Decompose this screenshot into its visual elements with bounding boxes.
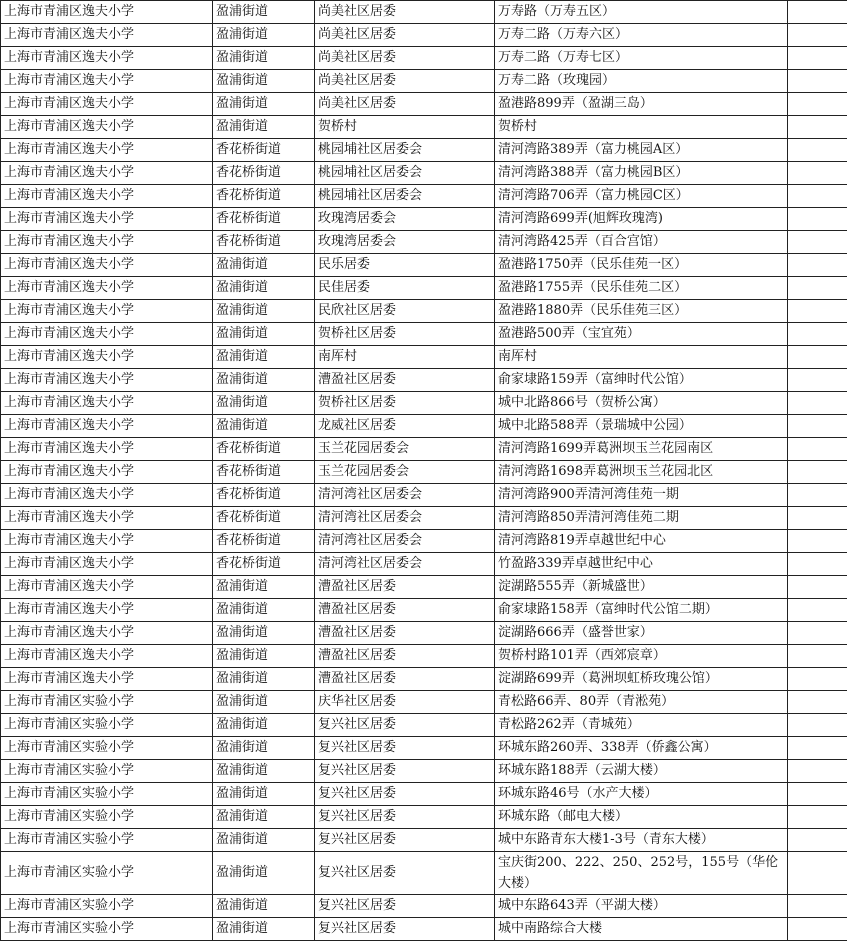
address-cell: 环城东路188弄（云湖大楼） — [495, 760, 788, 783]
committee-cell: 尚美社区居委 — [315, 47, 495, 70]
address-cell: 盈港路1755弄（民乐佳苑二区） — [495, 277, 788, 300]
school-cell: 上海市青浦区逸夫小学 — [1, 369, 213, 392]
street-cell: 盈浦街道 — [213, 645, 315, 668]
address-cell: 俞家埭路159弄（富绅时代公馆） — [495, 369, 788, 392]
table-row — [1, 852, 847, 895]
school-cell: 上海市青浦区逸夫小学 — [1, 185, 213, 208]
school-cell: 上海市青浦区逸夫小学 — [1, 231, 213, 254]
remark-cell — [788, 346, 847, 369]
school-cell: 上海市青浦区逸夫小学 — [1, 254, 213, 277]
committee-cell: 漕盈社区居委 — [315, 576, 495, 599]
address-cell: 淀湖路666弄（盛誉世家） — [495, 622, 788, 645]
table-row — [1, 714, 847, 737]
address-cell: 万寿二路（万寿六区） — [495, 24, 788, 47]
school-cell: 上海市青浦区逸夫小学 — [1, 47, 213, 70]
table-row — [1, 553, 847, 576]
street-cell: 盈浦街道 — [213, 829, 315, 852]
street-cell: 香花桥街道 — [213, 484, 315, 507]
table-row — [1, 668, 847, 691]
table-row — [1, 576, 847, 599]
table-row — [1, 139, 847, 162]
address-cell: 环城东路260弄、338弄（侨鑫公寓） — [495, 737, 788, 760]
address-cell: 盈港路899弄（盈湖三岛） — [495, 93, 788, 116]
street-cell: 盈浦街道 — [213, 300, 315, 323]
address-cell: 青松路262弄（青城苑） — [495, 714, 788, 737]
address-cell: 清河湾路388弄（富力桃园B区） — [495, 162, 788, 185]
table-row — [1, 783, 847, 806]
street-cell: 盈浦街道 — [213, 918, 315, 941]
remark-cell — [788, 622, 847, 645]
committee-cell: 民佳居委 — [315, 277, 495, 300]
remark-cell — [788, 806, 847, 829]
remark-cell — [788, 300, 847, 323]
address-cell: 青松路66弄、80弄（青淞苑） — [495, 691, 788, 714]
address-cell: 淀湖路699弄（葛洲坝虹桥玫瑰公馆） — [495, 668, 788, 691]
remark-cell — [788, 24, 847, 47]
address-cell: 万寿二路（万寿七区） — [495, 47, 788, 70]
remark-cell — [788, 139, 847, 162]
remark-cell — [788, 760, 847, 783]
table-row — [1, 24, 847, 47]
committee-cell: 玉兰花园居委会 — [315, 438, 495, 461]
committee-cell: 民乐居委 — [315, 254, 495, 277]
remark-cell — [788, 392, 847, 415]
committee-cell: 漕盈社区居委 — [315, 622, 495, 645]
remark-cell — [788, 231, 847, 254]
committee-cell: 复兴社区居委 — [315, 783, 495, 806]
table-row — [1, 645, 847, 668]
address-cell: 南厍村 — [495, 346, 788, 369]
address-cell: 盈港路1880弄（民乐佳苑三区） — [495, 300, 788, 323]
address-cell: 城中东路643弄（平湖大楼） — [495, 895, 788, 918]
street-cell: 香花桥街道 — [213, 162, 315, 185]
street-cell: 盈浦街道 — [213, 24, 315, 47]
committee-cell: 民欣社区居委 — [315, 300, 495, 323]
street-cell: 盈浦街道 — [213, 415, 315, 438]
street-cell: 盈浦街道 — [213, 806, 315, 829]
committee-cell: 玫瑰湾居委会 — [315, 208, 495, 231]
committee-cell: 贺桥社区居委 — [315, 323, 495, 346]
address-cell: 清河湾路699弄(旭辉玫瑰湾) — [495, 208, 788, 231]
address-cell: 城中南路综合大楼 — [495, 918, 788, 941]
address-cell: 环城东路46号（水产大楼） — [495, 783, 788, 806]
school-cell: 上海市青浦区逸夫小学 — [1, 507, 213, 530]
table-row — [1, 461, 847, 484]
table-row — [1, 691, 847, 714]
address-cell: 清河湾路1699弄葛洲坝玉兰花园南区 — [495, 438, 788, 461]
remark-cell — [788, 323, 847, 346]
table-row — [1, 323, 847, 346]
street-cell: 盈浦街道 — [213, 576, 315, 599]
address-cell: 盈港路500弄（宝宜苑） — [495, 323, 788, 346]
remark-cell — [788, 852, 847, 895]
committee-cell: 尚美社区居委 — [315, 93, 495, 116]
address-cell: 盈港路1750弄（民乐佳苑一区） — [495, 254, 788, 277]
remark-cell — [788, 714, 847, 737]
table-row — [1, 806, 847, 829]
school-cell: 上海市青浦区逸夫小学 — [1, 323, 213, 346]
table-row — [1, 599, 847, 622]
remark-cell — [788, 415, 847, 438]
school-cell: 上海市青浦区逸夫小学 — [1, 645, 213, 668]
table-row — [1, 438, 847, 461]
committee-cell: 贺桥社区居委 — [315, 392, 495, 415]
address-cell: 城中东路青东大楼1-3号（青东大楼） — [495, 829, 788, 852]
street-cell: 盈浦街道 — [213, 783, 315, 806]
remark-cell — [788, 369, 847, 392]
street-cell: 香花桥街道 — [213, 208, 315, 231]
street-cell: 盈浦街道 — [213, 714, 315, 737]
school-cell: 上海市青浦区逸夫小学 — [1, 553, 213, 576]
school-cell: 上海市青浦区实验小学 — [1, 691, 213, 714]
table-row — [1, 415, 847, 438]
committee-cell: 南厍村 — [315, 346, 495, 369]
committee-cell: 漕盈社区居委 — [315, 369, 495, 392]
street-cell: 盈浦街道 — [213, 47, 315, 70]
remark-cell — [788, 737, 847, 760]
address-cell: 宝庆街200、222、250、252号，155号（华伦大楼） — [495, 852, 788, 895]
remark-cell — [788, 895, 847, 918]
school-cell: 上海市青浦区逸夫小学 — [1, 70, 213, 93]
street-cell: 盈浦街道 — [213, 760, 315, 783]
table-row — [1, 507, 847, 530]
table-row — [1, 760, 847, 783]
school-cell: 上海市青浦区逸夫小学 — [1, 346, 213, 369]
address-cell: 清河湾路389弄（富力桃园A区） — [495, 139, 788, 162]
address-cell: 竹盈路339弄卓越世纪中心 — [495, 553, 788, 576]
street-cell: 盈浦街道 — [213, 895, 315, 918]
committee-cell: 复兴社区居委 — [315, 760, 495, 783]
remark-cell — [788, 70, 847, 93]
school-cell: 上海市青浦区逸夫小学 — [1, 484, 213, 507]
street-cell: 香花桥街道 — [213, 507, 315, 530]
committee-cell: 贺桥村 — [315, 116, 495, 139]
table-row — [1, 93, 847, 116]
table-row — [1, 208, 847, 231]
street-cell: 盈浦街道 — [213, 1, 315, 24]
street-cell: 盈浦街道 — [213, 93, 315, 116]
committee-cell: 庆华社区居委 — [315, 691, 495, 714]
school-cell: 上海市青浦区逸夫小学 — [1, 576, 213, 599]
table-row — [1, 300, 847, 323]
street-cell: 盈浦街道 — [213, 70, 315, 93]
school-cell: 上海市青浦区逸夫小学 — [1, 415, 213, 438]
committee-cell: 漕盈社区居委 — [315, 645, 495, 668]
street-cell: 盈浦街道 — [213, 691, 315, 714]
committee-cell: 桃园埔社区居委会 — [315, 162, 495, 185]
committee-cell: 复兴社区居委 — [315, 806, 495, 829]
remark-cell — [788, 93, 847, 116]
table-row — [1, 185, 847, 208]
committee-cell: 桃园埔社区居委会 — [315, 139, 495, 162]
committee-cell: 复兴社区居委 — [315, 918, 495, 941]
street-cell: 香花桥街道 — [213, 461, 315, 484]
address-cell: 清河湾路706弄（富力桃园C区） — [495, 185, 788, 208]
committee-cell: 尚美社区居委 — [315, 24, 495, 47]
committee-cell: 清河湾社区居委会 — [315, 507, 495, 530]
table-row — [1, 162, 847, 185]
table-row — [1, 484, 847, 507]
table-row — [1, 1, 847, 24]
remark-cell — [788, 208, 847, 231]
address-cell: 万寿二路（玫瑰园） — [495, 70, 788, 93]
table-row — [1, 231, 847, 254]
committee-cell: 复兴社区居委 — [315, 737, 495, 760]
street-cell: 盈浦街道 — [213, 254, 315, 277]
school-cell: 上海市青浦区实验小学 — [1, 760, 213, 783]
remark-cell — [788, 185, 847, 208]
remark-cell — [788, 47, 847, 70]
remark-cell — [788, 1, 847, 24]
address-cell: 城中北路588弄（景瑞城中公园） — [495, 415, 788, 438]
table-row — [1, 392, 847, 415]
table-row — [1, 70, 847, 93]
school-cell: 上海市青浦区实验小学 — [1, 829, 213, 852]
school-cell: 上海市青浦区逸夫小学 — [1, 392, 213, 415]
school-cell: 上海市青浦区逸夫小学 — [1, 461, 213, 484]
committee-cell: 玉兰花园居委会 — [315, 461, 495, 484]
address-cell: 万寿路（万寿五区） — [495, 1, 788, 24]
committee-cell: 漕盈社区居委 — [315, 668, 495, 691]
remark-cell — [788, 507, 847, 530]
remark-cell — [788, 668, 847, 691]
committee-cell: 尚美社区居委 — [315, 1, 495, 24]
address-cell: 淀湖路555弄（新城盛世） — [495, 576, 788, 599]
school-cell: 上海市青浦区逸夫小学 — [1, 93, 213, 116]
address-cell: 清河湾路1698弄葛洲坝玉兰花园北区 — [495, 461, 788, 484]
remark-cell — [788, 461, 847, 484]
committee-cell: 尚美社区居委 — [315, 70, 495, 93]
school-cell: 上海市青浦区逸夫小学 — [1, 530, 213, 553]
remark-cell — [788, 277, 847, 300]
remark-cell — [788, 530, 847, 553]
remark-cell — [788, 438, 847, 461]
remark-cell — [788, 691, 847, 714]
remark-cell — [788, 254, 847, 277]
table-row — [1, 530, 847, 553]
remark-cell — [788, 645, 847, 668]
street-cell: 盈浦街道 — [213, 599, 315, 622]
table-row — [1, 737, 847, 760]
street-cell: 盈浦街道 — [213, 622, 315, 645]
committee-cell: 复兴社区居委 — [315, 895, 495, 918]
committee-cell: 复兴社区居委 — [315, 829, 495, 852]
school-cell: 上海市青浦区逸夫小学 — [1, 599, 213, 622]
street-cell: 盈浦街道 — [213, 323, 315, 346]
school-cell: 上海市青浦区实验小学 — [1, 714, 213, 737]
remark-cell — [788, 116, 847, 139]
remark-cell — [788, 829, 847, 852]
table-row — [1, 895, 847, 918]
street-cell: 盈浦街道 — [213, 116, 315, 139]
remark-cell — [788, 162, 847, 185]
street-cell: 盈浦街道 — [213, 346, 315, 369]
street-cell: 香花桥街道 — [213, 438, 315, 461]
street-cell: 香花桥街道 — [213, 185, 315, 208]
address-cell: 清河湾路850弄清河湾佳苑二期 — [495, 507, 788, 530]
school-cell: 上海市青浦区实验小学 — [1, 737, 213, 760]
school-cell: 上海市青浦区逸夫小学 — [1, 139, 213, 162]
remark-cell — [788, 918, 847, 941]
address-cell: 清河湾路425弄（百合宫馆） — [495, 231, 788, 254]
remark-cell — [788, 553, 847, 576]
committee-cell: 复兴社区居委 — [315, 852, 495, 895]
school-cell: 上海市青浦区逸夫小学 — [1, 1, 213, 24]
school-cell: 上海市青浦区实验小学 — [1, 783, 213, 806]
committee-cell: 清河湾社区居委会 — [315, 530, 495, 553]
table-row — [1, 346, 847, 369]
committee-cell: 漕盈社区居委 — [315, 599, 495, 622]
committee-cell: 清河湾社区居委会 — [315, 553, 495, 576]
remark-cell — [788, 599, 847, 622]
school-cell: 上海市青浦区逸夫小学 — [1, 668, 213, 691]
school-cell: 上海市青浦区逸夫小学 — [1, 277, 213, 300]
remark-cell — [788, 576, 847, 599]
committee-cell: 桃园埔社区居委会 — [315, 185, 495, 208]
address-cell: 清河湾路819弄卓越世纪中心 — [495, 530, 788, 553]
street-cell: 香花桥街道 — [213, 231, 315, 254]
committee-cell: 玫瑰湾居委会 — [315, 231, 495, 254]
street-cell: 盈浦街道 — [213, 737, 315, 760]
school-cell: 上海市青浦区实验小学 — [1, 852, 213, 895]
table-row — [1, 277, 847, 300]
address-cell: 城中北路866号（贺桥公寓） — [495, 392, 788, 415]
table-body — [1, 1, 847, 941]
school-cell: 上海市青浦区逸夫小学 — [1, 208, 213, 231]
address-cell: 环城东路（邮电大楼） — [495, 806, 788, 829]
street-cell: 香花桥街道 — [213, 139, 315, 162]
school-cell: 上海市青浦区逸夫小学 — [1, 622, 213, 645]
street-cell: 香花桥街道 — [213, 553, 315, 576]
table-row — [1, 622, 847, 645]
school-cell: 上海市青浦区逸夫小学 — [1, 162, 213, 185]
address-cell: 清河湾路900弄清河湾佳苑一期 — [495, 484, 788, 507]
table-row — [1, 369, 847, 392]
remark-cell — [788, 783, 847, 806]
table-row — [1, 829, 847, 852]
school-cell: 上海市青浦区逸夫小学 — [1, 438, 213, 461]
committee-cell: 清河湾社区居委会 — [315, 484, 495, 507]
committee-cell: 龙威社区居委 — [315, 415, 495, 438]
address-cell: 贺桥村路101弄（西郊宸章） — [495, 645, 788, 668]
address-cell: 贺桥村 — [495, 116, 788, 139]
school-cell: 上海市青浦区实验小学 — [1, 918, 213, 941]
remark-cell — [788, 484, 847, 507]
street-cell: 香花桥街道 — [213, 530, 315, 553]
table-row — [1, 254, 847, 277]
school-cell: 上海市青浦区逸夫小学 — [1, 24, 213, 47]
table-row — [1, 47, 847, 70]
table-row — [1, 116, 847, 139]
school-cell: 上海市青浦区实验小学 — [1, 806, 213, 829]
street-cell: 盈浦街道 — [213, 277, 315, 300]
school-cell: 上海市青浦区实验小学 — [1, 895, 213, 918]
street-cell: 盈浦街道 — [213, 392, 315, 415]
school-cell: 上海市青浦区逸夫小学 — [1, 300, 213, 323]
table-row — [1, 918, 847, 941]
school-cell: 上海市青浦区逸夫小学 — [1, 116, 213, 139]
street-cell: 盈浦街道 — [213, 852, 315, 895]
address-cell: 俞家埭路158弄（富绅时代公馆二期） — [495, 599, 788, 622]
committee-cell: 复兴社区居委 — [315, 714, 495, 737]
street-cell: 盈浦街道 — [213, 369, 315, 392]
street-cell: 盈浦街道 — [213, 668, 315, 691]
